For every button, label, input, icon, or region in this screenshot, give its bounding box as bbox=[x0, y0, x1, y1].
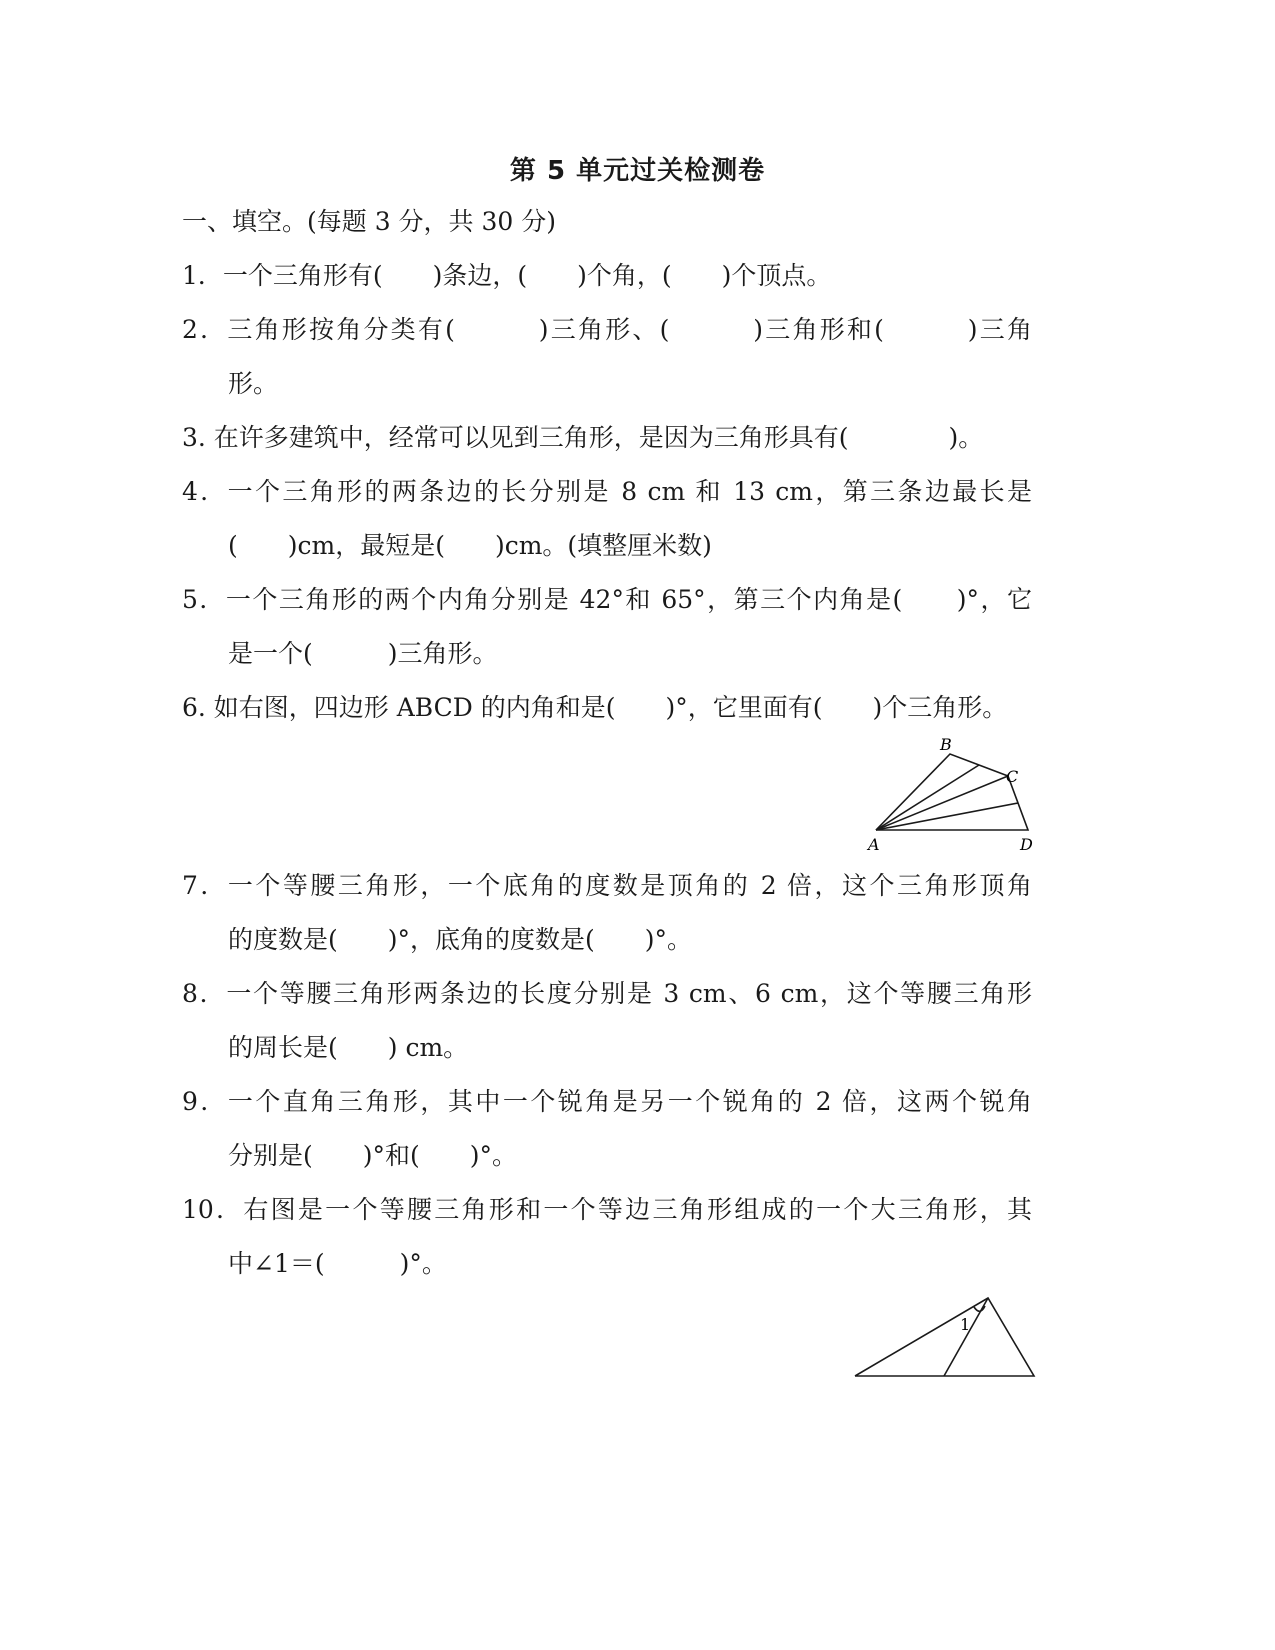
question-1: 1．一个三角形有( )条边，( )个角，( )个顶点。 bbox=[182, 261, 832, 290]
question-8-line-2: 的周长是( ) cm。 bbox=[228, 1033, 469, 1062]
question-5-line-1: 5．一个三角形的两个内角分别是 42°和 65°，第三个内角是( )°，它 bbox=[182, 585, 1032, 614]
vertex-label-a: A bbox=[868, 835, 880, 854]
triangle-lines bbox=[855, 1298, 1034, 1376]
question-7-line-2: 的度数是( )°，底角的度数是( )°。 bbox=[228, 925, 693, 954]
question-3: 3. 在许多建筑中，经常可以见到三角形，是因为三角形具有( )。 bbox=[182, 423, 984, 452]
question-6: 6. 如右图，四边形 ABCD 的内角和是( )°，它里面有( )个三角形。 bbox=[182, 693, 1008, 722]
question-4-line-2: ( )cm，最短是( )cm。(填整厘米数) bbox=[228, 531, 712, 560]
page-title: 第 5 单元过关检测卷 bbox=[509, 156, 766, 186]
quadrilateral-abcd-figure bbox=[862, 736, 1042, 858]
question-9-line-2: 分别是( )°和( )°。 bbox=[228, 1141, 518, 1170]
combined-triangle-figure bbox=[850, 1290, 1040, 1385]
section-heading: 一、填空。(每题 3 分，共 30 分) bbox=[182, 207, 557, 236]
vertex-label-d: D bbox=[1020, 835, 1033, 854]
quadrilateral-lines bbox=[876, 754, 1028, 830]
vertex-label-c: C bbox=[1006, 767, 1019, 786]
question-10-line-1: 10．右图是一个等腰三角形和一个等边三角形组成的一个大三角形，其 bbox=[182, 1195, 1032, 1224]
question-2-line-1: 2．三角形按角分类有( )三角形、( )三角形和( )三角 bbox=[182, 315, 1032, 344]
angle-label-1: 1 bbox=[960, 1315, 971, 1334]
question-10-line-2: 中∠1＝( )°。 bbox=[228, 1249, 447, 1278]
vertex-label-b: B bbox=[940, 736, 952, 754]
question-2-line-2: 形。 bbox=[228, 369, 279, 398]
question-9-line-1: 9．一个直角三角形，其中一个锐角是另一个锐角的 2 倍，这两个锐角 bbox=[182, 1087, 1032, 1116]
question-5-line-2: 是一个( )三角形。 bbox=[228, 639, 498, 668]
question-8-line-1: 8．一个等腰三角形两条边的长度分别是 3 cm、6 cm，这个等腰三角形 bbox=[182, 979, 1032, 1008]
question-4-line-1: 4．一个三角形的两条边的长分别是 8 cm 和 13 cm，第三条边最长是 bbox=[182, 477, 1032, 506]
question-7-line-1: 7．一个等腰三角形，一个底角的度数是顶角的 2 倍，这个三角形顶角 bbox=[182, 871, 1032, 900]
